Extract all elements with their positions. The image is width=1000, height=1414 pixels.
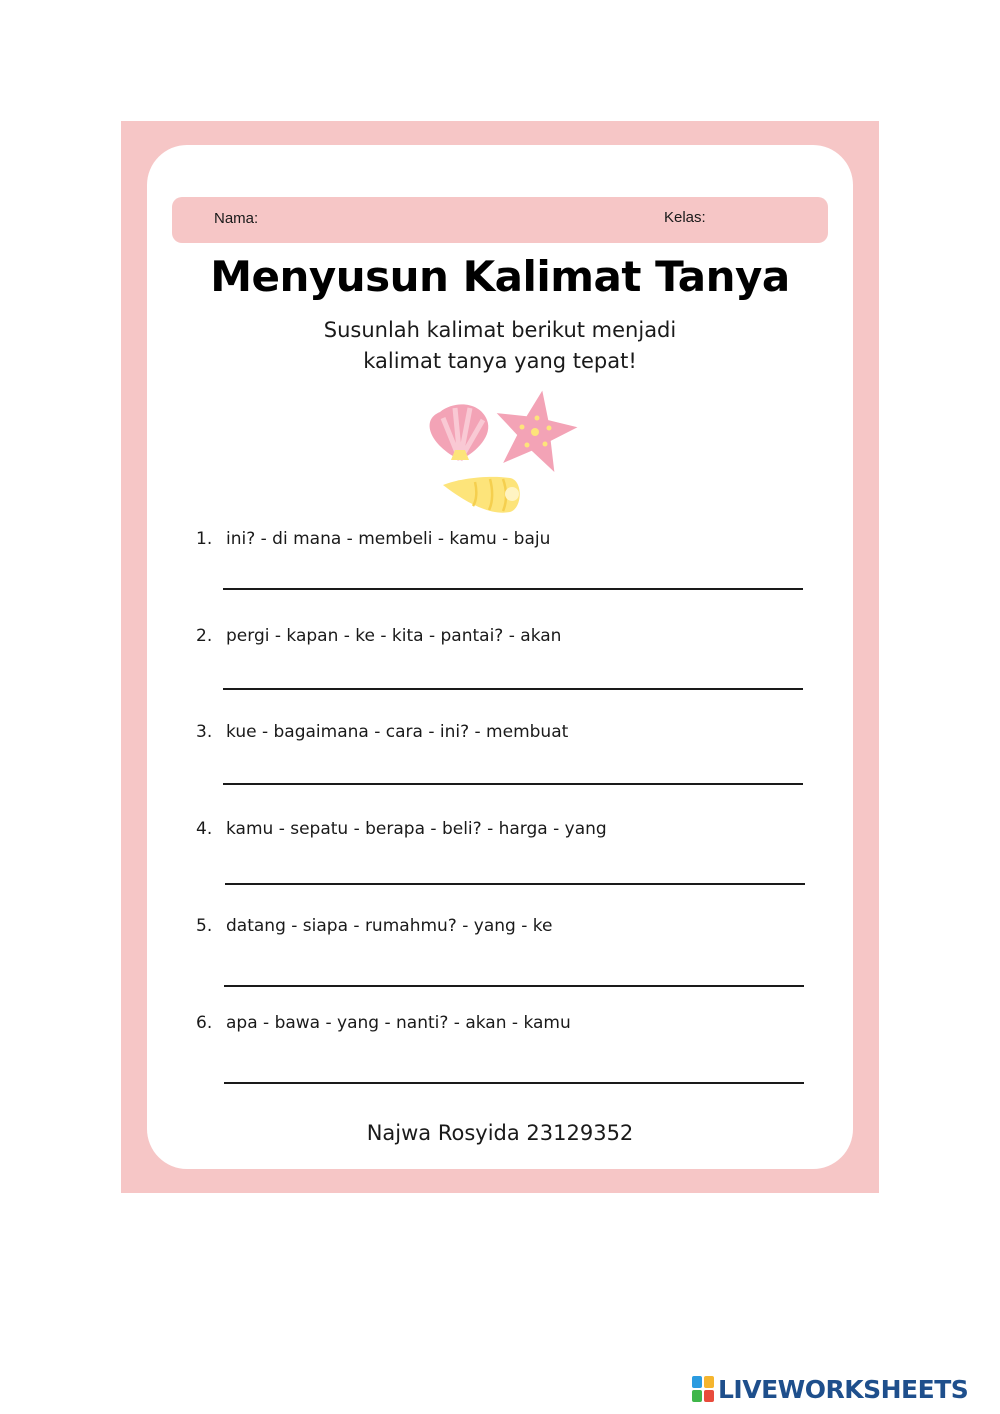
answer-line-2[interactable] bbox=[223, 688, 803, 690]
seashell-icon bbox=[430, 404, 489, 460]
question-5-text: datang - siapa - rumahmu? - yang - ke bbox=[226, 916, 553, 936]
brand-name: LIVEWORKSHEETS bbox=[718, 1374, 969, 1404]
question-2-text: pergi - kapan - ke - kita - pantai? - akan bbox=[226, 626, 562, 646]
instruction-line-1: Susunlah kalimat berikut menjadi bbox=[323, 318, 677, 342]
author-footer: Najwa Rosyida 23129352 bbox=[366, 1121, 634, 1145]
answer-line-3[interactable] bbox=[223, 783, 803, 785]
question-6-number: 6. bbox=[196, 1013, 213, 1033]
answer-line-4[interactable] bbox=[225, 883, 805, 885]
question-1-number: 1. bbox=[196, 529, 213, 549]
class-label: Kelas: bbox=[664, 209, 706, 226]
name-label: Nama: bbox=[214, 210, 259, 227]
liveworksheets-logo-icon bbox=[692, 1376, 714, 1402]
sea-decoration bbox=[415, 390, 585, 520]
question-3-text: kue - bagaimana - cara - ini? - membuat bbox=[226, 722, 569, 742]
answer-line-1[interactable] bbox=[223, 588, 803, 590]
question-4-number: 4. bbox=[196, 819, 213, 839]
question-2-number: 2. bbox=[196, 626, 213, 646]
question-3-number: 3. bbox=[196, 722, 213, 742]
page-title: Menyusun Kalimat Tanya bbox=[210, 252, 790, 301]
question-5-number: 5. bbox=[196, 916, 213, 936]
question-6-text: apa - bawa - yang - nanti? - akan - kamu bbox=[226, 1013, 571, 1033]
header-bar bbox=[172, 197, 828, 243]
instruction-line-2: kalimat tanya yang tepat! bbox=[363, 349, 637, 373]
question-4-text: kamu - sepatu - berapa - beli? - harga - yang bbox=[226, 819, 607, 839]
question-1-text: ini? - di mana - membeli - kamu - baju bbox=[226, 529, 551, 549]
starfish-icon bbox=[488, 390, 582, 475]
answer-line-5[interactable] bbox=[224, 985, 804, 987]
conch-shell-icon bbox=[443, 477, 520, 513]
answer-line-6[interactable] bbox=[224, 1082, 804, 1084]
liveworksheets-brand[interactable] bbox=[692, 1373, 968, 1405]
